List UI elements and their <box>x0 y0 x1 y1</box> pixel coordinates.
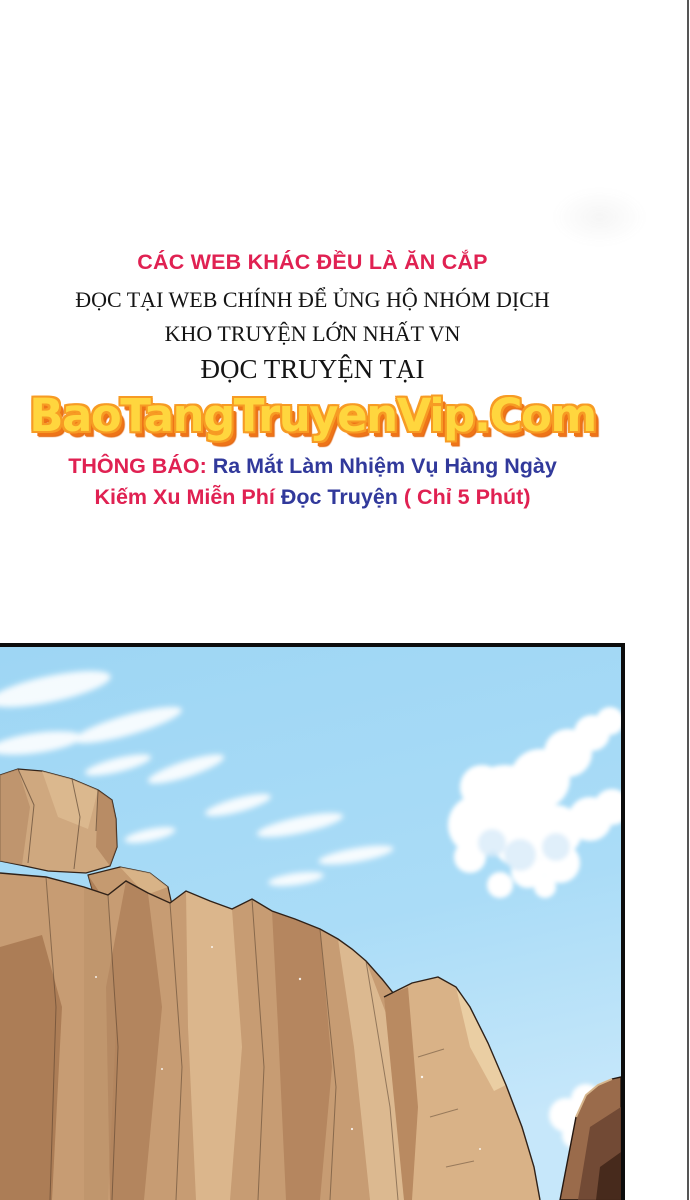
page-right-edge-line <box>687 0 689 1200</box>
comic-panel <box>0 643 625 1200</box>
promo-headline: CÁC WEB KHÁC ĐỀU LÀ ĂN CẮP <box>137 250 488 274</box>
faint-watermark <box>552 188 647 246</box>
promo-support-line: ĐỌC TẠI WEB CHÍNH ĐỂ ỦNG HỘ NHÓM DỊCH <box>75 287 550 312</box>
site-logo-wrap <box>0 387 625 442</box>
promo-text-block <box>0 250 625 513</box>
notice-line2-blue: Đọc Truyện <box>280 485 404 509</box>
notice-label: THÔNG BÁO: <box>68 454 207 478</box>
comic-panel-illustration <box>0 647 621 1200</box>
promo-notice <box>0 451 625 513</box>
promo-read-at-line: ĐỌC TRUYỆN TẠI <box>200 354 425 384</box>
site-name-logo: BaoTangTruyenVip.Com <box>29 389 596 442</box>
notice-line2-red1: Kiếm Xu Miễn Phí <box>94 485 281 509</box>
notice-line1-text: Ra Mắt Làm Nhiệm Vụ Hàng Ngày <box>206 454 557 478</box>
notice-line2-red2: ( Chỉ 5 Phút) <box>403 485 531 509</box>
promo-repo-line: KHO TRUYỆN LỚN NHẤT VN <box>164 321 461 346</box>
